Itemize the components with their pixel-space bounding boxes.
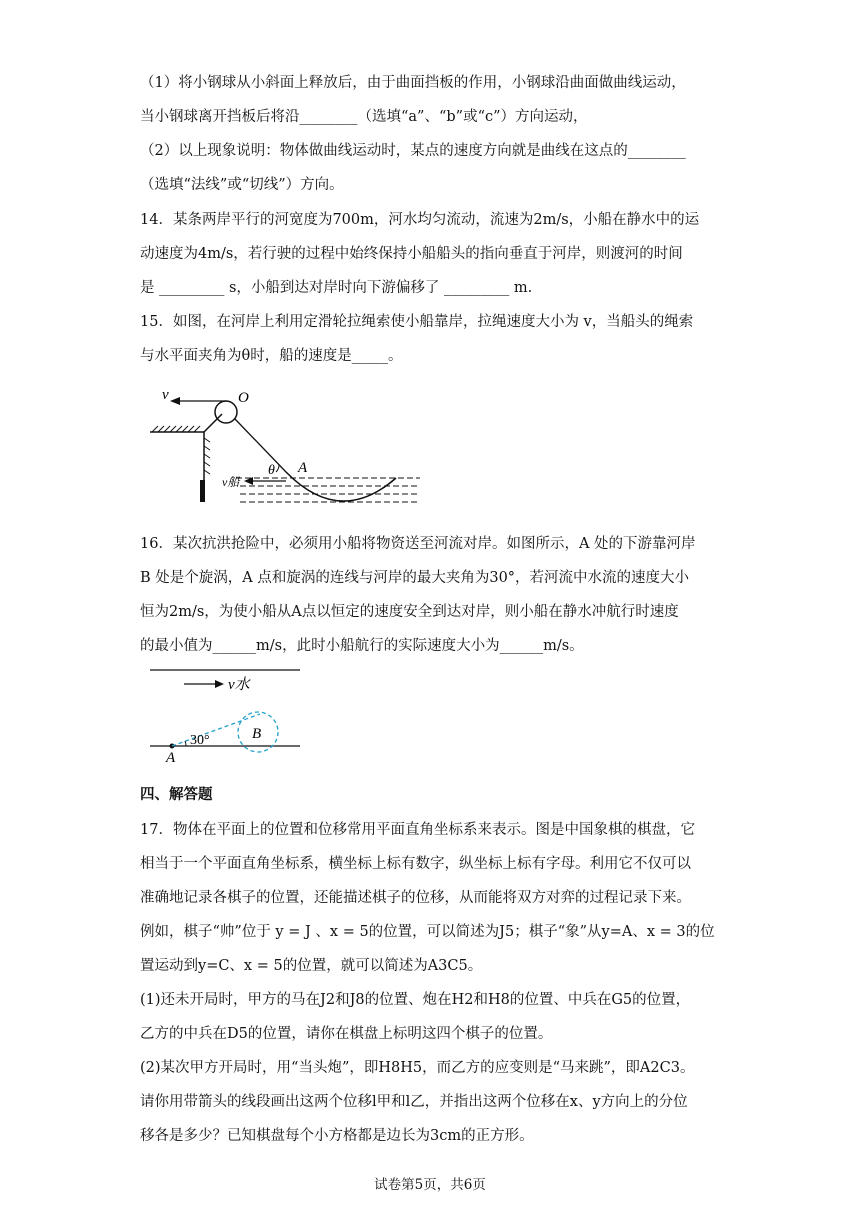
line-05: 14．某条两岸平行的河宽度为700m，河水均匀流动，流速为2m/s，小船在静水中的运 [140,212,700,228]
line-02: 当小钢球离开挡板后将沿________（选填“a”、“b”或“c”）方向运动， [140,109,588,125]
line-20: 乙方的中兵在D5的位置，请你在棋盘上标明这四个棋子的位置。 [140,1026,553,1042]
line-03: （2）以上现象说明：物体做曲线运动时，某点的速度方向就是曲线在这点的________ [140,143,686,159]
line-10: 16．某次抗洪抢险中，必须用小船将物资送至河流对岸。如图所示，A 处的下游靠河岸 [140,536,696,552]
fig16-vwater-label: v水 [228,677,250,693]
fig15-O-label: O [238,390,249,406]
line-23: 移各是多少？已知棋盘每个小方格都是边长为3cm的正方形。 [140,1128,534,1144]
line-16: 准确地记录各棋子的位置，还能描述棋子的位移，从而能将双方对弈的过程记录下来。 [140,890,691,906]
line-06: 动速度为4m/s，若行驶的过程中始终保持小船船头的指向垂直于河岸，则渡河的时间 [140,246,683,262]
figure-15-pulley-boat [140,382,440,512]
line-21: (2)某次甲方开局时，用“当头炮”，即H8H5，而乙方的应变则是“马来跳”，即A2C3。 [140,1060,695,1076]
fig15-v-label: v [162,387,169,403]
line-13: 的最小值为______m/s，此时小船航行的实际速度大小为______m/s。 [140,638,584,654]
fig15-vboat-label: v船 [222,475,240,489]
fig16-B-label: B [252,726,262,742]
fig15-A-label: A [298,460,308,476]
section-heading: 四、解答题 [140,787,213,803]
page-footer: 试卷第5页，共6页 [374,1177,486,1193]
line-07: 是 _________ s，小船到达对岸时向下游偏移了 _________ m. [140,280,533,296]
line-17: 例如，棋子“帅”位于 y = J 、x = 5的位置，可以简述为J5；棋子“象”从y=A、x = 3的位 [140,924,715,940]
fig16-angle-label: 30° [190,733,210,748]
line-18: 置运动到y=C、x = 5的位置，就可以简述为A3C5。 [140,958,483,974]
line-15: 相当于一个平面直角坐标系，横坐标上标有数字，纵坐标上标有字母。利用它不仅可以 [140,856,691,872]
line-12: 恒为2m/s，为使小船从A点以恒定的速度安全到达对岸，则小船在静水冲航行时速度 [140,604,679,620]
line-19: (1)还未开局时，甲方的马在J2和J8的位置、炮在H2和H8的位置、中兵在G5的位置， [140,992,691,1008]
figure-16-river-vortex [140,664,310,764]
line-08: 15．如图，在河岸上利用定滑轮拉绳索使小船靠岸，拉绳速度大小为 v，当船头的绳索 [140,314,694,330]
fig15-theta-label: θ [268,463,275,478]
line-14: 17．物体在平面上的位置和位移常用平面直角坐标系来表示。图是中国象棋的棋盘，它 [140,822,695,838]
line-22: 请你用带箭头的线段画出这两个位移l甲和l乙，并指出这两个位移在x、y方向上的分位 [140,1094,688,1110]
line-01: （1）将小钢球从小斜面上释放后，由于曲面挡板的作用，小钢球沿曲面做曲线运动， [140,75,686,91]
fig16-A-label: A [166,750,176,764]
line-09: 与水平面夹角为θ时，船的速度是_____。 [140,348,403,364]
line-04: （选填“法线”或“切线”）方向。 [140,177,344,193]
line-11: B 处是个旋涡，A 点和旋涡的连线与河岸的最大夹角为30°，若河流中水流的速度大小 [140,570,690,586]
